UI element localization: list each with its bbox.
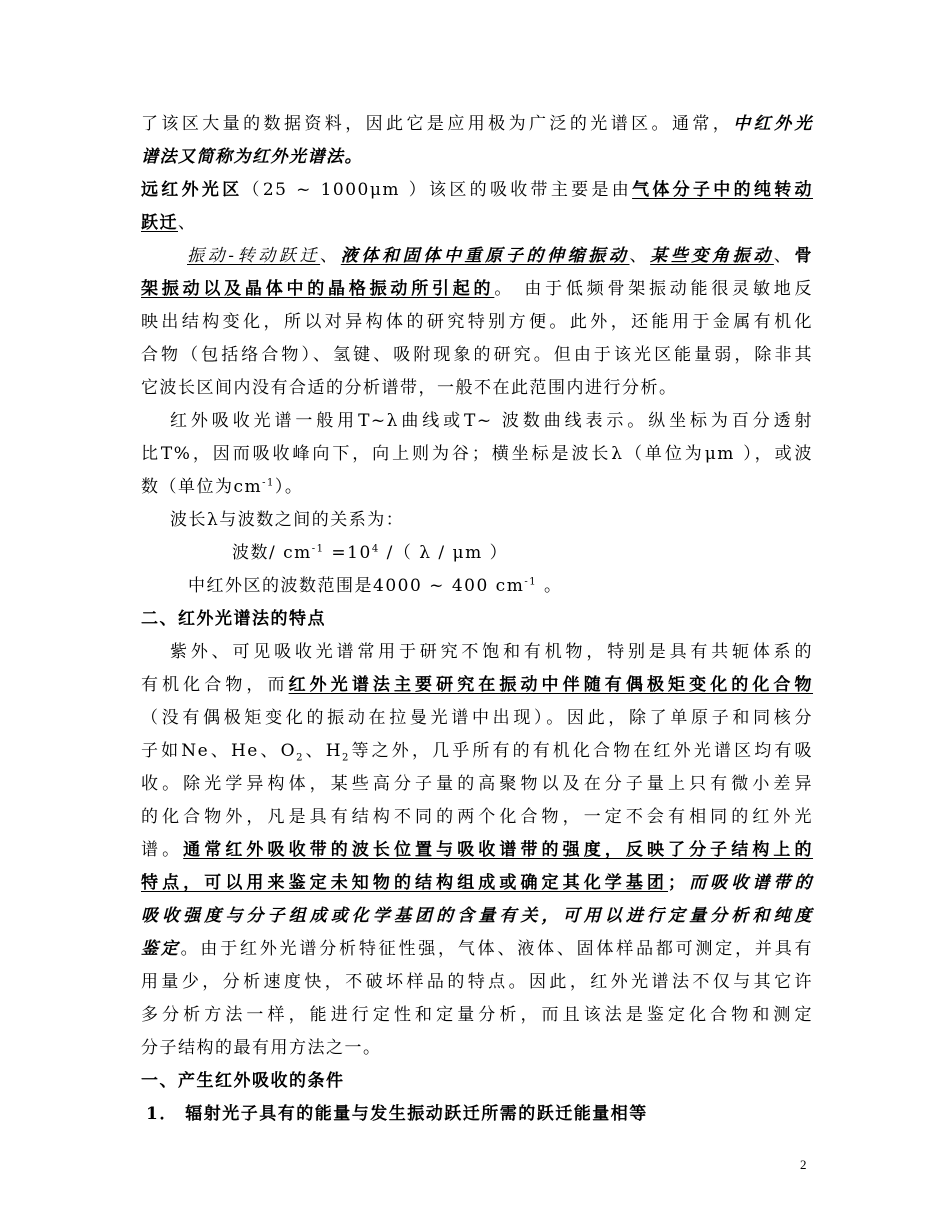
text-run: 。由于红外光谱分析特征性强，气体、液体、固体样品都可测定，并具有 (180, 939, 814, 959)
subscript: 2 (342, 752, 350, 764)
underlined-text: 通常红外吸收带的波长位置与吸收谱带的强度，反映了分子结构上的 (183, 840, 814, 860)
text-run: 用量少，分析速度快，不破坏样品的特点。因此，红外光谱法不仅与其它许 (141, 972, 813, 992)
text-run: 分子结构的最有用方法之一。 (141, 1038, 382, 1058)
text-run: 、 (178, 213, 197, 233)
text-run: 骨 (794, 246, 813, 266)
subscript: 2 (296, 752, 304, 764)
section-heading (141, 608, 813, 630)
paragraph-line (141, 377, 813, 399)
text-run: 了该区大量的数据资料，因此它是应用极为广泛的光谱区。通常， (141, 114, 734, 134)
paragraph-line (141, 311, 813, 333)
formula-line (232, 542, 792, 564)
text-run: 比T%，因而吸收峰向下，向上则为谷；横坐标是波长λ（单位为μm ），或波 (141, 444, 813, 464)
text-run: 的化合物外，凡是具有结构不同的两个化合物，一定不会有相同的红外光 (141, 807, 813, 827)
paragraph-line (141, 806, 813, 828)
paragraph-line (141, 113, 813, 135)
superscript: -1 (311, 543, 325, 555)
paragraph-line (141, 344, 813, 366)
paragraph-line (141, 740, 813, 762)
paragraph-line (141, 839, 813, 861)
underlined-text: 某些变角振动 (650, 246, 774, 266)
text-run: 收。除光学异构体，某些高分子量的高聚物以及在分子量上只有微小差异 (141, 774, 813, 794)
text-run: 有机化合物，而 (141, 675, 289, 695)
text-run: 谱。 (141, 840, 184, 860)
heading-text: 一、产生红外吸收的条件 (141, 1071, 345, 1091)
paragraph-line (141, 905, 813, 927)
text-run: /（ λ / μm ） (379, 543, 509, 563)
paragraph-line (141, 971, 813, 993)
paragraph-line (141, 278, 813, 300)
page-number: 2 (800, 1157, 807, 1172)
text-run: ； (668, 873, 687, 893)
superscript: -1 (262, 477, 275, 489)
paragraph-line (141, 476, 813, 498)
underlined-text: 液体和固体中重原子的伸缩振动 (340, 246, 630, 266)
underlined-text: 振动-转动跃迁 (187, 246, 321, 266)
text-run: 合物（包括络合物）、氢键、吸附现象的研究。但由于该光区能量弱，除非其 (141, 345, 813, 365)
term-label: 远红外光区 (141, 180, 243, 200)
text-run: 等之外，几乎所有的有机化合物在红外光谱区均有吸 (349, 741, 813, 761)
superscript: 4 (371, 543, 380, 555)
paragraph-line (170, 641, 813, 663)
text-run: 红外吸收光谱一般用T~λ曲线或T~ 波数曲线表示。纵坐标为百分透射 (170, 411, 813, 431)
paragraph-line (141, 443, 813, 465)
section-heading (141, 1070, 813, 1092)
text-run: （没有偶极矩变化的振动在拉曼光谱中出现）。因此，除了单原子和同核分 (141, 708, 813, 728)
emphasis-text: 中红外光 (733, 114, 813, 134)
paragraph-line (170, 509, 842, 531)
text-run: 、 (629, 246, 651, 266)
text-run: ）。 (274, 477, 304, 497)
text-run: 映出结构变化，所以对异构体的研究特别方便。此外，还能用于金属有机化 (141, 312, 813, 332)
underlined-text: 红外光谱法主要研究在振动中伴随有偶极矩变化的化合物 (288, 675, 814, 695)
emphasis-text: 谱法又简称为红外光谱法。 (141, 147, 363, 167)
paragraph-line (141, 179, 813, 201)
text-run: 紫外、可见吸收光谱常用于研究不饱和有机物，特别是具有共轭体系的 (170, 642, 813, 662)
text-run: 、 (320, 246, 341, 266)
paragraph-line (141, 707, 813, 729)
paragraph-line (141, 872, 813, 894)
superscript: -1 (524, 576, 538, 588)
text-run: =10 (324, 543, 372, 563)
paragraph-line (141, 938, 813, 960)
text-run: 。 由于低频骨架振动能很灵敏地反 (494, 279, 814, 299)
paragraph-line (141, 212, 813, 234)
text-run: 数（单位为cm (141, 477, 263, 497)
paragraph-line (141, 773, 813, 795)
underlined-text: 特点，可以用来鉴定未知物的结构组成或确定其化学基团 (141, 873, 669, 893)
text-run: 。 (537, 576, 563, 596)
paragraph-line (170, 410, 813, 432)
paragraph-line (141, 674, 813, 696)
paragraph-line (141, 1037, 813, 1059)
text-run: （25 ~ 1000μm ）该区的吸收带主要是由 (242, 180, 633, 200)
text-run: 、H (303, 741, 343, 761)
paragraph-line (188, 575, 788, 597)
text-run: 子如Ne、He、O (141, 741, 297, 761)
underlined-text: 架振动以及晶体中的晶格振动所引起的 (141, 279, 495, 299)
emphasis-text: 吸收强度与分子组成或化学基团的含量有关，可用以进行定量分析和纯度 (141, 906, 813, 926)
paragraph-line (141, 1004, 813, 1026)
text-run: 波长λ与波数之间的关系为： (170, 510, 405, 530)
text-run: 波数/ cm (232, 543, 312, 563)
numbered-heading (146, 1103, 818, 1125)
text-run: 多分析方法一样，能进行定性和定量分析，而且该法是鉴定化合物和测定 (141, 1005, 813, 1025)
emphasis-text: 而吸收谱带的 (686, 873, 813, 893)
emphasis-text: 鉴定 (141, 939, 181, 959)
heading-text: 二、红外光谱法的特点 (141, 609, 326, 629)
underlined-text: 跃迁 (141, 213, 178, 233)
underlined-text: 气体分子中的纯转动 (632, 180, 813, 200)
text-run: 、 (773, 246, 795, 266)
heading-text: 1． 辐射光子具有的能量与发生振动跃迁所需的跃迁能量相等 (146, 1104, 648, 1124)
paragraph-line (141, 146, 813, 168)
paragraph-line (187, 245, 813, 267)
text-run: 它波长区间内没有合适的分析谱带，一般不在此范围内进行分析。 (141, 378, 678, 398)
text-run: 中红外区的波数范围是4000 ~ 400 cm (188, 576, 525, 596)
